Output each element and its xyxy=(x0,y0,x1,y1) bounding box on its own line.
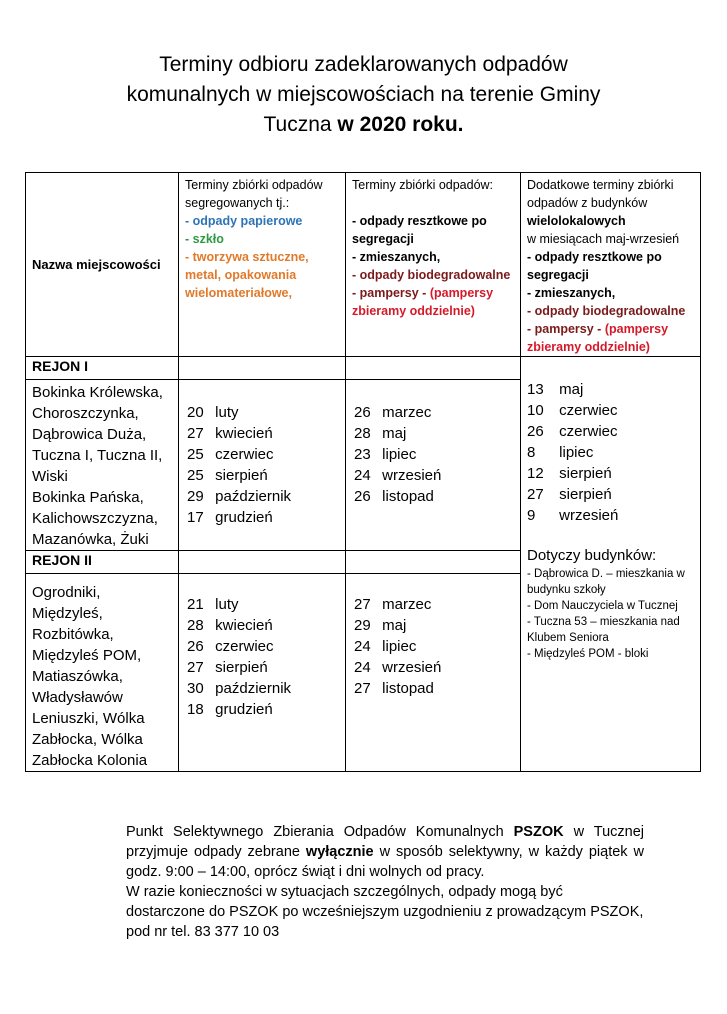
header-extra-pampers-label: - pampersy - xyxy=(527,322,605,336)
header-mixed xyxy=(346,173,521,357)
date-entry xyxy=(354,615,520,636)
date-entry xyxy=(527,421,700,442)
footer-text xyxy=(84,822,644,942)
list-item: Choroszczynka, xyxy=(32,405,139,422)
date-day: 18 xyxy=(187,701,204,718)
extra-buildings xyxy=(527,566,700,662)
date-month: kwiecień xyxy=(211,617,273,634)
date-day: 25 xyxy=(187,446,204,463)
header-segregated-intro: Terminy zbiórki odpadów segregowanych tj.: xyxy=(185,178,323,210)
header-row xyxy=(26,173,701,357)
date-day: 8 xyxy=(527,444,536,461)
region1-towns xyxy=(26,380,179,551)
date-day: 24 xyxy=(354,659,371,676)
date-entry xyxy=(187,423,345,444)
date-day: 25 xyxy=(187,467,204,484)
date-month: grudzień xyxy=(211,509,273,526)
list-item: Bokinka Królewska, xyxy=(32,384,163,401)
date-month: sierpień xyxy=(555,486,612,503)
date-month: sierpień xyxy=(211,659,268,676)
date-entry xyxy=(354,594,520,615)
header-segregated xyxy=(179,173,346,357)
header-multi: wielolokalowych xyxy=(527,214,626,228)
list-item: - Międzyleś POM - bloki xyxy=(527,648,649,660)
date-month: luty xyxy=(211,596,239,613)
date-month: wrzesień xyxy=(378,659,442,676)
header-extra xyxy=(521,173,701,357)
title-year: w 2020 roku. xyxy=(337,113,464,136)
date-month: październik xyxy=(211,680,292,697)
date-day: 13 xyxy=(527,381,544,398)
header-extra-mixed: - zmieszanych, xyxy=(527,286,616,300)
date-entry xyxy=(187,594,345,615)
date-entry xyxy=(527,484,700,505)
date-day: 26 xyxy=(187,638,204,655)
date-entry xyxy=(527,505,700,526)
footer-paragraph-2: W razie konieczności w sytuacjach szczególnych, odpady mogą być dostarczone do PSZOK po wcześniejszym uzgodnieniu z prowadzącym PSZOK, pod nr tel. 83 377 10 03 xyxy=(126,884,644,940)
date-month: październik xyxy=(211,488,292,505)
region2-label: REJON II xyxy=(26,551,179,574)
date-entry xyxy=(354,465,520,486)
date-day: 27 xyxy=(187,659,204,676)
schedule-table xyxy=(25,172,701,772)
header-mixed-waste: - zmieszanych, xyxy=(352,250,441,264)
header-glass: - szkło xyxy=(185,232,224,246)
date-month: sierpień xyxy=(211,467,268,484)
date-day: 24 xyxy=(354,638,371,655)
list-item: - Dom Nauczyciela w Tucznej xyxy=(527,600,678,612)
date-day: 10 xyxy=(527,402,544,419)
region1-mixed xyxy=(346,380,521,551)
date-month: marzec xyxy=(378,404,432,421)
date-entry xyxy=(527,379,700,400)
date-day: 27 xyxy=(354,596,371,613)
date-entry xyxy=(354,636,520,657)
header-months: w miesiącach maj-wrzesień xyxy=(527,232,680,246)
date-entry xyxy=(527,400,700,421)
date-day: 17 xyxy=(187,509,204,526)
date-entry xyxy=(187,444,345,465)
date-month: wrzesień xyxy=(555,507,619,524)
date-month: czerwiec xyxy=(211,638,274,655)
list-item: Rozbitówka, xyxy=(32,626,114,643)
region2-segregated xyxy=(179,574,346,772)
header-extra-pampers-note: (pampersy zbieramy oddzielnie) xyxy=(527,322,669,354)
date-day: 27 xyxy=(187,425,204,442)
header-bio: - odpady biodegradowalne xyxy=(352,268,511,282)
date-entry xyxy=(354,444,520,465)
date-month: kwiecień xyxy=(211,425,273,442)
list-item: Zabłocka, Wólka xyxy=(32,731,143,748)
date-month: luty xyxy=(211,404,239,421)
region2-mixed xyxy=(346,574,521,772)
list-item: - Dąbrowica D. – mieszkania w budynku szkoły xyxy=(527,568,685,596)
list-item: Ogrodniki, xyxy=(32,584,101,601)
title-place: Tuczna xyxy=(263,113,338,136)
date-month: czerwiec xyxy=(211,446,274,463)
date-month: czerwiec xyxy=(555,402,618,419)
date-month: maj xyxy=(378,617,407,634)
date-day: 20 xyxy=(187,404,204,421)
date-day: 26 xyxy=(354,404,371,421)
header-extra-pampers xyxy=(527,320,696,356)
date-month: wrzesień xyxy=(378,467,442,484)
list-item: - Tuczna 53 – mieszkania nad Klubem Seniora xyxy=(527,616,680,644)
footer-p1-pszok: PSZOK xyxy=(513,824,564,840)
header-plastic: - tworzywa sztuczne, metal, opakowania wielomateriałowe, xyxy=(185,250,309,300)
date-entry xyxy=(187,678,345,699)
region2-towns xyxy=(26,574,179,772)
date-month: lipiec xyxy=(378,638,417,655)
list-item: Międzyleś, xyxy=(32,605,103,622)
date-day: 24 xyxy=(354,467,371,484)
footer-p1-only: wyłącznie xyxy=(305,844,374,860)
header-name: Nazwa miejscowości xyxy=(26,173,179,357)
header-pampers-note: (pampersy zbieramy oddzielnie) xyxy=(352,286,494,318)
header-pampers xyxy=(352,284,516,320)
date-entry xyxy=(354,486,520,507)
list-item: Leniuszki, Wólka xyxy=(32,710,145,727)
date-month: listopad xyxy=(378,488,434,505)
date-month: marzec xyxy=(378,596,432,613)
date-entry xyxy=(527,463,700,484)
list-item: Tuczna I, Tuczna II, xyxy=(32,447,163,464)
document-title xyxy=(0,50,727,140)
list-item: Międzyleś POM, xyxy=(32,647,142,664)
date-entry xyxy=(187,657,345,678)
date-day: 26 xyxy=(354,488,371,505)
footer-paragraph-1 xyxy=(84,822,644,882)
list-item: Zabłocka Kolonia xyxy=(32,752,148,769)
date-day: 21 xyxy=(187,596,204,613)
region1-segregated xyxy=(179,380,346,551)
header-extra-bio: - odpady biodegradowalne xyxy=(527,304,686,318)
region1-label-row xyxy=(26,357,701,380)
footer-p1-a: Punkt Selektywnego Zbierania Odpadów Komunalnych xyxy=(126,824,514,840)
extra-dates xyxy=(527,379,700,526)
date-month: grudzień xyxy=(211,701,273,718)
list-item: Matiaszówka, xyxy=(32,668,123,685)
date-entry xyxy=(354,657,520,678)
date-day: 29 xyxy=(187,488,204,505)
date-day: 9 xyxy=(527,507,536,524)
date-entry xyxy=(527,442,700,463)
date-month: listopad xyxy=(378,680,434,697)
title-line-3 xyxy=(0,110,727,140)
list-item: Kalichowszczyzna, xyxy=(32,510,158,527)
date-day: 30 xyxy=(187,680,204,697)
date-day: 29 xyxy=(354,617,371,634)
list-item: Władysławów xyxy=(32,689,123,706)
date-entry xyxy=(354,678,520,699)
date-entry xyxy=(354,402,520,423)
date-entry xyxy=(187,636,345,657)
footer-p1-e: w sposób selektywny, w każdy piątek w godz. 9:00 – 14:00, oprócz świąt i dni wolnych od pracy. xyxy=(126,844,644,880)
title-line-2: komunalnych w miejscowościach na terenie Gminy xyxy=(126,83,601,106)
extra-column xyxy=(521,357,701,772)
date-day: 27 xyxy=(354,680,371,697)
extra-concerns-title: Dotyczy budynków: xyxy=(527,547,657,564)
date-month: sierpień xyxy=(555,465,612,482)
header-paper: - odpady papierowe xyxy=(185,214,303,228)
list-item: Dąbrowica Duża, xyxy=(32,426,147,443)
date-day: 28 xyxy=(187,617,204,634)
date-month: lipiec xyxy=(378,446,417,463)
date-entry xyxy=(187,402,345,423)
date-day: 28 xyxy=(354,425,371,442)
date-entry xyxy=(187,699,345,720)
date-entry xyxy=(354,423,520,444)
list-item: Mazanówka, Żuki xyxy=(32,531,149,548)
date-entry xyxy=(187,615,345,636)
date-entry xyxy=(187,465,345,486)
date-month: lipiec xyxy=(555,444,594,461)
header-residual: - odpady resztkowe po segregacji xyxy=(352,214,487,246)
date-month: maj xyxy=(378,425,407,442)
header-extra-intro: Dodatkowe terminy zbiórki odpadów z budynków xyxy=(527,178,674,210)
date-day: 27 xyxy=(527,486,544,503)
header-mixed-intro: Terminy zbiórki odpadów: xyxy=(352,178,494,192)
date-entry xyxy=(187,507,345,528)
list-item: Bokinka Pańska, xyxy=(32,489,144,506)
header-pampers-label: - pampersy - xyxy=(352,286,430,300)
date-month: maj xyxy=(555,381,584,398)
region1-label: REJON I xyxy=(26,357,179,380)
footer-p1-c: w Tucznej przyjmuje odpady zebrane xyxy=(126,824,644,860)
date-entry xyxy=(187,486,345,507)
date-day: 26 xyxy=(527,423,544,440)
header-extra-residual: - odpady resztkowe po segregacji xyxy=(527,250,662,282)
date-month: czerwiec xyxy=(555,423,618,440)
date-day: 23 xyxy=(354,446,371,463)
date-day: 12 xyxy=(527,465,544,482)
list-item: Wiski xyxy=(32,468,68,485)
title-line-1: Terminy odbioru zadeklarowanych odpadów xyxy=(159,53,568,76)
